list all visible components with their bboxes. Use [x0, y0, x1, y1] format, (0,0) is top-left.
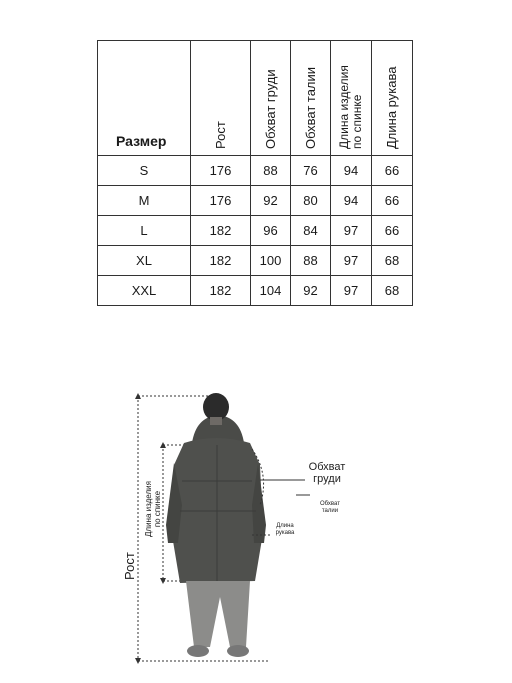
waist-label-line2: талии: [321, 508, 339, 514]
cell-waist: 80: [291, 186, 331, 216]
cell-size: XL: [98, 246, 191, 276]
cell-height: 176: [191, 156, 251, 186]
cell-height: 182: [191, 216, 251, 246]
cell-size: M: [98, 186, 191, 216]
shoe-right: [227, 645, 249, 657]
cell-chest: 92: [251, 186, 291, 216]
height-label-text: Рост: [122, 552, 137, 580]
header-sleeve: [372, 41, 413, 156]
sleeve-label-line1: Длина: [276, 523, 294, 529]
size-table: [97, 40, 413, 306]
cell-sleeve: 68: [372, 246, 413, 276]
cell-chest: 88: [251, 156, 291, 186]
header-height-label: Рост: [212, 121, 228, 149]
cell-waist: 76: [291, 156, 331, 186]
cell-chest: 104: [251, 276, 291, 306]
table-row: [98, 156, 413, 186]
cell-length: 94: [331, 186, 372, 216]
cell-waist: 88: [291, 246, 331, 276]
cell-waist: 84: [291, 216, 331, 246]
cell-waist: 92: [291, 276, 331, 306]
header-waist: [291, 41, 331, 156]
chest-label-line1: Обхват: [308, 461, 346, 473]
cell-size: S: [98, 156, 191, 186]
table-row: [98, 276, 413, 306]
waist-label: [310, 501, 350, 515]
cell-sleeve: 68: [372, 276, 413, 306]
cell-sleeve: 66: [372, 216, 413, 246]
chest-label: [302, 461, 352, 485]
cell-height: 176: [191, 186, 251, 216]
cell-length: 97: [331, 216, 372, 246]
header-length-label: [338, 65, 364, 149]
chest-label-line2: груди: [313, 473, 341, 485]
cell-length: 94: [331, 156, 372, 186]
cell-height: 182: [191, 246, 251, 276]
header-length-line2: по спинке: [350, 94, 364, 149]
sleeve-label: [268, 523, 302, 537]
height-label: [122, 552, 137, 580]
cell-height: 182: [191, 276, 251, 306]
head: [203, 393, 229, 421]
cell-chest: 100: [251, 246, 291, 276]
cell-length: 97: [331, 246, 372, 276]
cell-size: L: [98, 216, 191, 246]
table-row: [98, 246, 413, 276]
header-length-line1: Длина изделия: [337, 65, 351, 149]
header-row: [98, 41, 413, 156]
header-chest-label: Обхват груди: [262, 69, 278, 149]
header-size: Размер: [98, 41, 191, 156]
header-chest: [251, 41, 291, 156]
length-label-line1: Длина изделия: [144, 481, 153, 537]
table-row: [98, 186, 413, 216]
waist-label-line1: Обхват: [320, 501, 340, 507]
cell-size: XXL: [98, 276, 191, 306]
header-waist-label: Обхват талии: [302, 66, 318, 149]
cell-sleeve: 66: [372, 156, 413, 186]
measurement-figure: [100, 385, 420, 675]
cell-length: 97: [331, 276, 372, 306]
header-height: [191, 41, 251, 156]
header-length: [331, 41, 372, 156]
shoe-left: [187, 645, 209, 657]
cell-sleeve: 66: [372, 186, 413, 216]
cell-chest: 96: [251, 216, 291, 246]
table-row: [98, 216, 413, 246]
header-sleeve-label: Длина рукава: [384, 66, 399, 149]
sleeve-label-line2: рукава: [275, 530, 295, 536]
length-label: [144, 481, 162, 537]
pants: [186, 581, 250, 647]
length-label-line2: по спинке: [153, 490, 162, 528]
